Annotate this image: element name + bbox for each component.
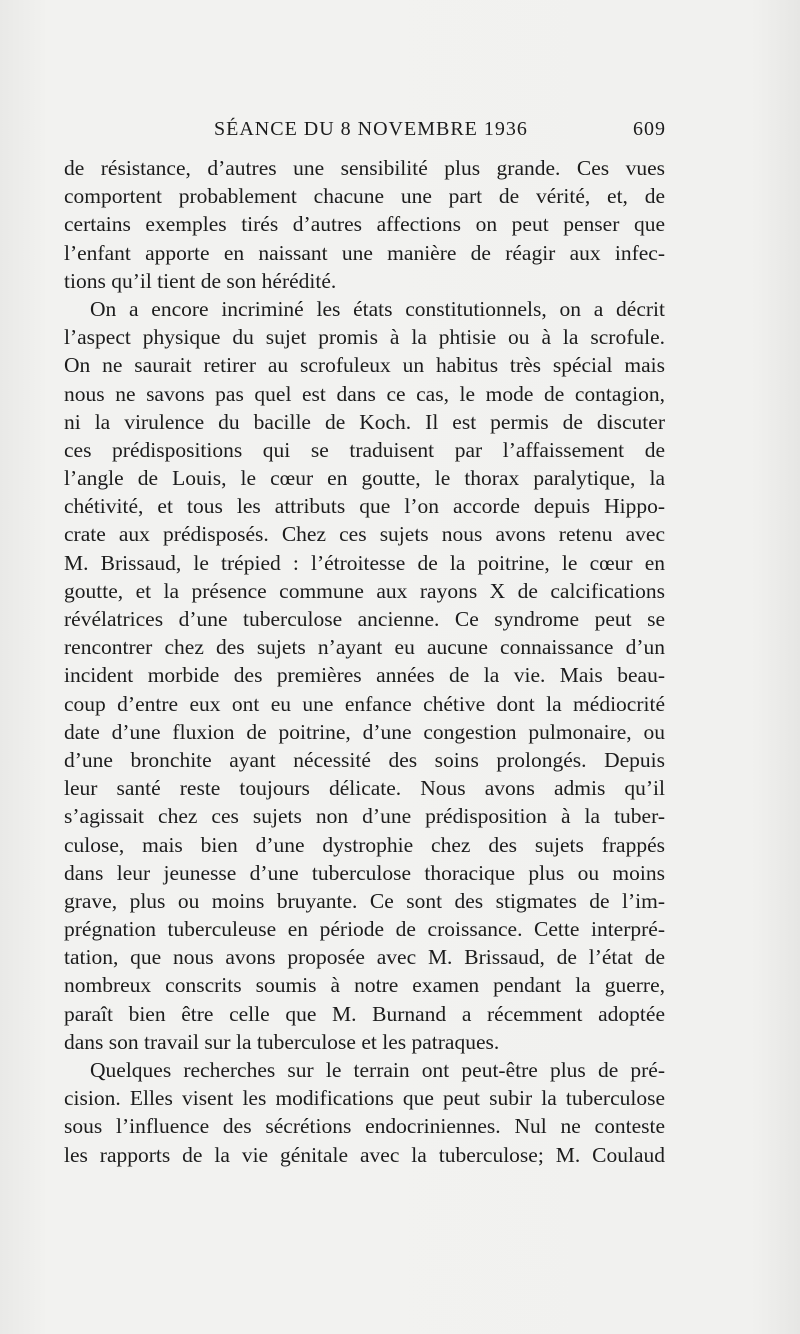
text-line: comportent probablement chacune une part de vérité, et, de: [64, 184, 665, 209]
text-line: de résistance, d’autres une sensibilité plus grande. Ces vues: [64, 156, 665, 180]
text-line: ni la virulence du bacille de Koch. Il est permis de discuter: [64, 409, 665, 434]
text-line: révélatrices d’une tuberculose ancienne. Ce syndrome peut se: [64, 607, 665, 631]
text-line: incident morbide des premières années de la vie. Mais beau-: [64, 663, 665, 688]
text-line: chétivité, et tous les attributs que l’on accorde depuis Hippo-: [64, 494, 665, 519]
text-line: tions qu’il tient de son hérédité.: [64, 268, 337, 293]
text-line: crate aux prédisposés. Chez ces sujets nous avons retenu avec: [64, 522, 665, 547]
text-line: dans son travail sur la tuberculose et les patraques.: [64, 1029, 500, 1054]
running-title: SÉANCE DU 8 NOVEMBRE 1936: [214, 118, 528, 140]
text-line: l’aspect physique du sujet promis à la phtisie ou à la scrofule.: [64, 325, 665, 350]
text-line: tation, que nous avons proposée avec M. Brissaud, de l’état de: [64, 945, 665, 970]
text-line: dans leur jeunesse d’une tuberculose thoracique plus ou moins: [64, 860, 665, 885]
text-line: nombreux conscrits soumis à notre examen pendant la guerre,: [64, 973, 665, 998]
text-line: goutte, et la présence commune aux rayons X de calcifications: [64, 578, 665, 603]
text-line: l’angle de Louis, le cœur en goutte, le thorax paralytique, la: [64, 466, 665, 491]
text-line: sous l’influence des sécrétions endocriniennes. Nul ne conteste: [64, 1114, 665, 1139]
text-line: rencontrer chez des sujets n’ayant eu aucune connaissance d’un: [64, 635, 665, 660]
body-text: [64, 154, 665, 1169]
text-line: nous ne savons pas quel est dans ce cas, le mode de contagion,: [64, 381, 665, 406]
text-line: les rapports de la vie génitale avec la tuberculose; M. Coulaud: [64, 1142, 665, 1167]
text-line: certains exemples tirés d’autres affections on peut penser que: [64, 212, 665, 237]
running-header: [64, 118, 664, 148]
text-line: grave, plus ou moins bruyante. Ce sont des stigmates de l’im-: [64, 888, 665, 913]
text-line: culose, mais bien d’une dystrophie chez des sujets frappés: [64, 832, 665, 857]
text-line: Quelques recherches sur le terrain ont peut-être plus de pré-: [90, 1058, 665, 1082]
text-line: M. Brissaud, le trépied : l’étroitesse de la poitrine, le cœur en: [64, 550, 665, 575]
page-number: 609: [633, 118, 666, 140]
text-line: On a encore incriminé les états constitutionnels, on a décrit: [90, 296, 665, 321]
text-line: cision. Elles visent les modifications que peut subir la tuberculose: [64, 1086, 665, 1111]
text-line: On ne saurait retirer au scrofuleux un habitus très spécial mais: [64, 353, 665, 378]
text-line: coup d’entre eux ont eu une enfance chétive dont la médiocrité: [64, 691, 665, 716]
text-line: prégnation tuberculeuse en période de croissance. Cette interpré-: [64, 917, 665, 942]
text-line: d’une bronchite ayant nécessité des soins prolongés. Depuis: [64, 747, 665, 772]
text-line: date d’une fluxion de poitrine, d’une congestion pulmonaire, ou: [64, 719, 665, 744]
text-line: l’enfant apporte en naissant une manière de réagir aux infec-: [64, 240, 665, 265]
text-line: leur santé reste toujours délicate. Nous avons admis qu’il: [64, 776, 665, 801]
text-line: ces prédispositions qui se traduisent par l’affaissement de: [64, 437, 665, 462]
text-line: s’agissait chez ces sujets non d’une prédisposition à la tuber-: [64, 804, 665, 829]
text-line: paraît bien être celle que M. Burnand a récemment adoptée: [64, 1001, 665, 1026]
